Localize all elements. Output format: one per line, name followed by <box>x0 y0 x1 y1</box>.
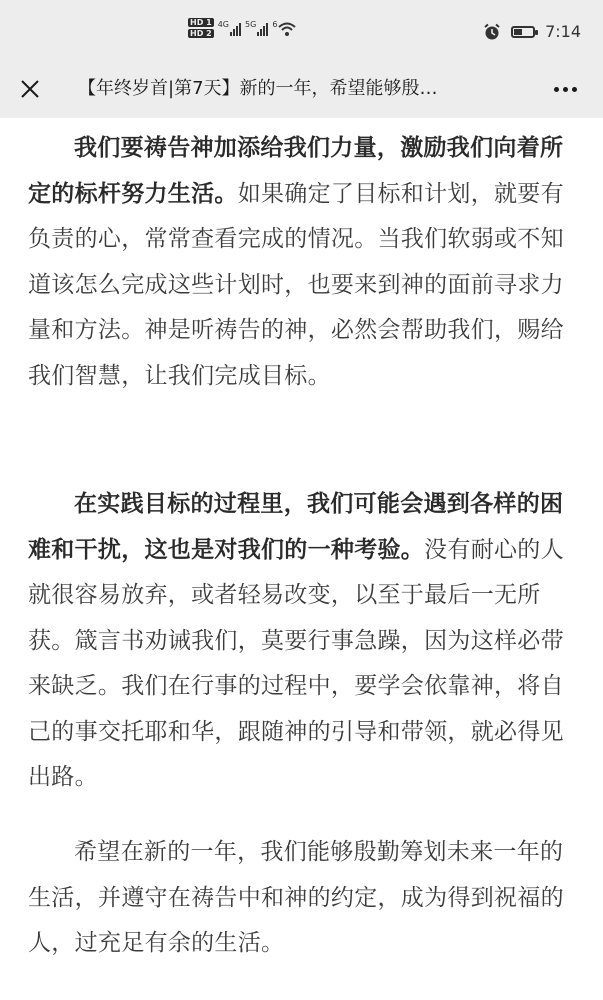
status-right <box>483 22 581 41</box>
paragraph-2-text: 没有耐心的人就很容易放弃，或者轻易改变，以至于最后一无所获。箴言书劝诫我们，莫要行事急躁，因为这样必带来缺乏。我们在行事的过程中，要学会依靠神，将自己的事交托耶和华，跟随神的引导和带领，就必得见出路。 <box>28 536 564 790</box>
hd-sim-number: 2 <box>206 29 212 38</box>
hd-badge-sim1 <box>188 18 214 27</box>
more-dot-icon <box>563 87 568 92</box>
close-button[interactable] <box>0 60 60 118</box>
alarm-icon <box>483 23 501 41</box>
paragraph-3 <box>28 830 580 967</box>
clock-time: 7:14 <box>545 22 581 41</box>
paragraph-1-text: 如果确定了目标和计划，就要有负责的心，常常查看完成的情况。当我们软弱或不知道该怎么完成这些计划时，也要来到神的面前寻求力量和方法。神是听祷告的神，必然会帮助我们，赐给我们智慧，让我们完成目标。 <box>28 180 564 389</box>
signal-5g-icon <box>245 20 268 36</box>
paragraph-2 <box>28 482 580 801</box>
wifi-label: 6 <box>272 20 278 29</box>
paragraph-3-text: 希望在新的一年，我们能够殷勤筹划未来一年的生活，并遵守在祷告中和神的约定，成为得到祝福的人，过充足有余的生活。 <box>28 839 564 956</box>
close-icon <box>19 78 41 100</box>
more-dot-icon <box>554 87 559 92</box>
hd-badge-sim2 <box>188 29 214 38</box>
battery-fill <box>514 29 522 35</box>
paragraph-1 <box>28 126 580 399</box>
paragraph-2-bold: 在实践目标的过程里，我们可能会遇到各样的困难和干扰，这也是对我们的一种考验。 <box>28 491 564 563</box>
network-indicators <box>188 18 296 38</box>
hd-label: HD <box>190 18 204 27</box>
signal-4g-label: 4G <box>217 20 230 29</box>
nav-bar <box>0 60 603 118</box>
paragraph-1-bold: 我们要祷告神加添给我们力量，激励我们向着所定的标杆努力生活。 <box>28 135 564 207</box>
hd-label: HD <box>190 29 204 38</box>
wifi-icon <box>272 20 296 36</box>
hd-badges <box>188 18 214 38</box>
page-title: 【年终岁首|第7天】新的一年，希望能够殷… <box>78 78 438 99</box>
signal-4g-icon <box>218 20 241 36</box>
hd-sim-number: 1 <box>206 18 212 27</box>
status-bar <box>0 0 603 60</box>
signal-5g-label: 5G <box>245 20 257 29</box>
more-dot-icon <box>572 87 577 92</box>
battery-icon <box>511 26 535 38</box>
more-button[interactable] <box>545 72 585 106</box>
